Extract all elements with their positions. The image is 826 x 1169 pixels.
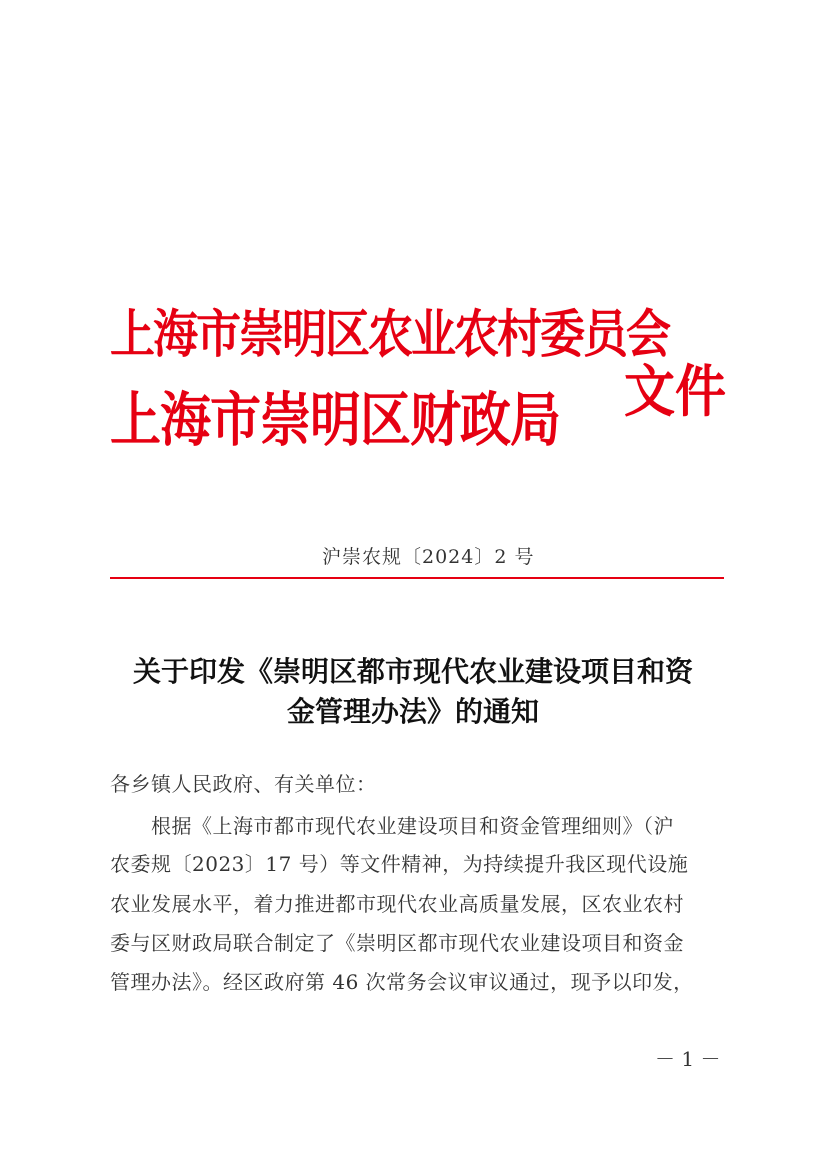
document-kind-label: 文件	[624, 359, 727, 426]
body-line: 管理办法》。经区政府第 46 次常务会议审议通过，现予以印发，	[110, 970, 694, 994]
issuer-name-agriculture: 上海市崇明区农业农村委员会	[110, 303, 670, 365]
body-line: 委与区财政局联合制定了《崇明区都市现代农业建设项目和资金	[110, 931, 684, 955]
page-number: － 1 －	[655, 1047, 721, 1071]
document-title-line-1: 关于印发《崇明区都市现代农业建设项目和资	[132, 655, 693, 688]
body-line: 根据《上海市都市现代农业建设项目和资金管理细则》（沪	[151, 814, 674, 838]
body-line: 农业发展水平，着力推进都市现代农业高质量发展，区农业农村	[110, 892, 684, 916]
body-line: 农委规〔2023〕17 号）等文件精神，为持续提升我区现代设施	[110, 852, 689, 876]
issuer-name-finance: 上海市崇明区财政局	[110, 385, 561, 455]
red-divider-line	[110, 577, 724, 579]
document-title-line-2: 金管理办法》的通知	[286, 695, 539, 728]
document-number: 沪崇农规〔2024〕2 号	[322, 546, 535, 568]
salutation: 各乡镇人民政府、有关单位：	[110, 772, 377, 796]
